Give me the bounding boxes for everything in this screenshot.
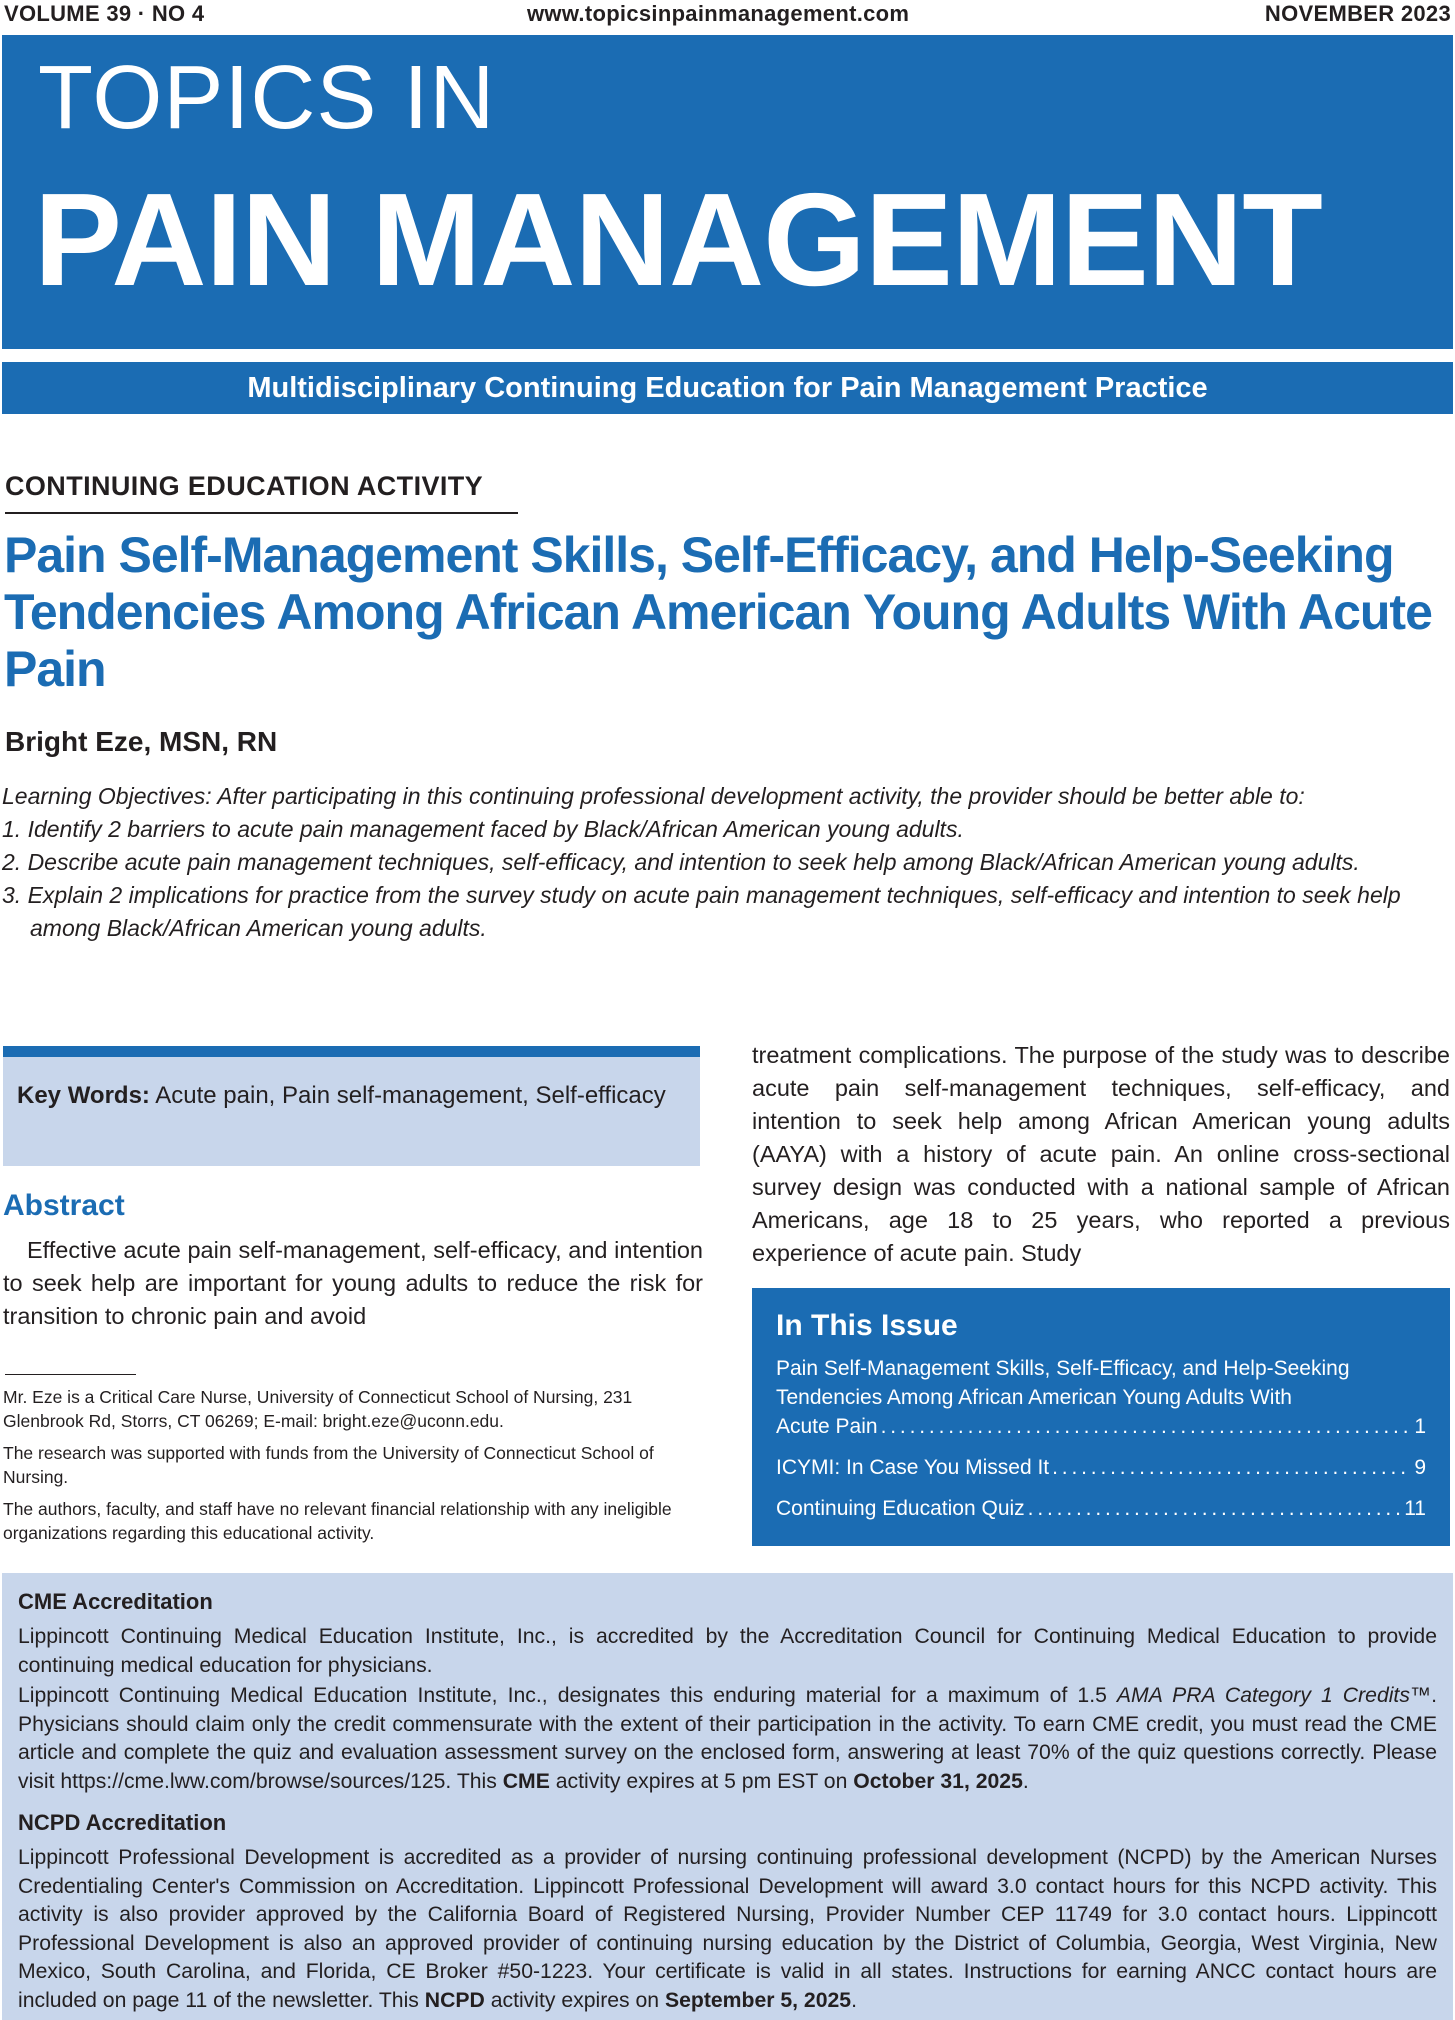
accreditation-box: [2, 1573, 1453, 2020]
contents-item-page: 11: [1404, 1497, 1426, 1520]
masthead-title-line2: PAIN MANAGEMENT: [34, 166, 1322, 313]
contents-item-title: Pain Self-Management Skills, Self-Efficacy, and Help-Seeking Tendencies Among African American Young Adults With: [776, 1357, 1350, 1409]
objectives-list: [2, 813, 1450, 945]
ncpd-paragraph: Lippincott Professional Development is accredited as a provider of nursing continuing professional development (NCPD) by the American Nurses Credentialing Center's Commission on Accreditation. Lippincott Professional Development will award 3.0 contact hours for this NCPD activity. This activity is also provider approved by the California Board of Registered Nursing, Provider Number CEP 11749 for 3.0 contact hours. Lippincott Professional Development is also an approved provider of continuing nursing education by the District of Columbia, Georgia, West Virginia, New Mexico, South Carolina, and Florida, CE Broker #50-1223. Your certificate is valid in all states. Instructions for earning ANCC contact hours are included on page 11 of the newsletter. This NCPD activity expires on September 5, 2025.: [18, 1846, 1437, 2012]
in-this-issue-box: [752, 1288, 1450, 1546]
contents-item-page: 1: [1414, 1415, 1426, 1438]
issue-date: NOVEMBER 2023: [1264, 1, 1451, 26]
dot-leader: [881, 1412, 1412, 1441]
dot-leader: [1028, 1494, 1402, 1523]
objectives-intro: Learning Objectives: After participating in this continuing professional development activity, the provider should be better able to:: [2, 783, 1305, 809]
contents-item-title: Continuing Education Quiz: [776, 1497, 1025, 1520]
footnote-author-affiliation: Mr. Eze is a Critical Care Nurse, University of Connecticut School of Nursing, 231 Glenbrook Rd, Storrs, CT 06269; E-mail: bright.eze@uconn.edu.: [3, 1387, 633, 1431]
in-this-issue-heading: In This Issue: [776, 1309, 958, 1342]
contents-item[interactable]: [776, 1494, 1426, 1523]
abstract-text-left: Effective acute pain self-management, self-efficacy, and intention to seek help are important for young adults to reduce the risk for transition to chronic pain and avoid: [3, 1237, 703, 1329]
volume-issue: VOLUME 39 · NO 4: [4, 1, 205, 26]
contents-item-page: 9: [1414, 1456, 1426, 1479]
footnote-disclosure: The authors, faculty, and staff have no relevant financial relationship with any ineligible organizations regarding this educational activity.: [3, 1499, 672, 1543]
cme-paragraph-1: Lippincott Continuing Medical Education Institute, Inc., is accredited by the Accreditation Council for Continuing Medical Education to provide continuing medical education for physicians.: [18, 1625, 1437, 1677]
masthead-title-line1: TOPICS IN: [38, 48, 496, 148]
masthead-tagline: Multidisciplinary Continuing Education for Pain Management Practice: [2, 362, 1453, 414]
section-label-rule: [5, 512, 518, 514]
contents-list: [776, 1354, 1426, 1523]
dot-leader: [1052, 1453, 1411, 1482]
section-label: CONTINUING EDUCATION ACTIVITY: [5, 471, 484, 501]
abstract-text-right: treatment complications. The purpose of the study was to describe acute pain self-management techniques, self-efficacy, and intention to seek help among African American young adults (AAYA) with a history of acute pain. An online cross-sectional survey design was conducted with a national sample of African Americans, age 18 to 25 years, who reported a previous experience of acute pain. Study: [752, 1042, 1450, 1266]
cme-accreditation-heading: CME Accreditation: [18, 1589, 213, 1614]
contents-item-title: ICYMI: In Case You Missed It: [776, 1456, 1050, 1479]
key-words-label: Key Words:: [17, 1082, 150, 1109]
contents-item[interactable]: [776, 1354, 1426, 1441]
key-words-box: [3, 1046, 700, 1166]
website-url[interactable]: www.topicsinpainmanagement.com: [527, 1, 910, 26]
contents-item-title-end: Acute Pain: [776, 1415, 878, 1438]
objective-item: 1. Identify 2 barriers to acute pain management faced by Black/African American young adults.: [2, 816, 964, 842]
footnote-funding: The research was supported with funds from the University of Connecticut School of Nursing.: [3, 1443, 654, 1487]
ncpd-accreditation-heading: NCPD Accreditation: [18, 1810, 227, 1835]
article-author: Bright Eze, MSN, RN: [5, 726, 278, 757]
key-words: Acute pain, Pain self-management, Self-efficacy: [149, 1082, 666, 1109]
contents-item[interactable]: [776, 1453, 1426, 1482]
abstract-heading: Abstract: [3, 1189, 125, 1222]
objective-item: 2. Describe acute pain management techniques, self-efficacy, and intention to seek help among Black/African American young adults.: [2, 849, 1360, 875]
learning-objectives: [2, 780, 1450, 945]
footnotes: [3, 1385, 703, 1553]
objective-item: 3. Explain 2 implications for practice from the survey study on acute pain management techniques, self-efficacy and intention to seek help among Black/African American young adults.: [2, 882, 1401, 941]
cme-paragraph-2: Lippincott Continuing Medical Education Institute, Inc., designates this enduring material for a maximum of 1.5 AMA PRA Category 1 Credits™. Physicians should claim only the credit commensurate with the extent of their participation in the activity. To earn CME credit, you must read the CME article and complete the quiz and evaluation assessment survey on the enclosed form, answering at least 70% of the quiz questions correctly. Please visit https://cme.lww.com/browse/sources/125. This CME activity expires at 5 pm EST on October 31, 2025.: [18, 1684, 1437, 1793]
article-title: Pain Self-Management Skills, Self-Efficacy, and Help-Seeking Tendencies Among African American Young Adults With Acute Pain: [4, 527, 1432, 697]
footnote-rule: [5, 1374, 136, 1375]
